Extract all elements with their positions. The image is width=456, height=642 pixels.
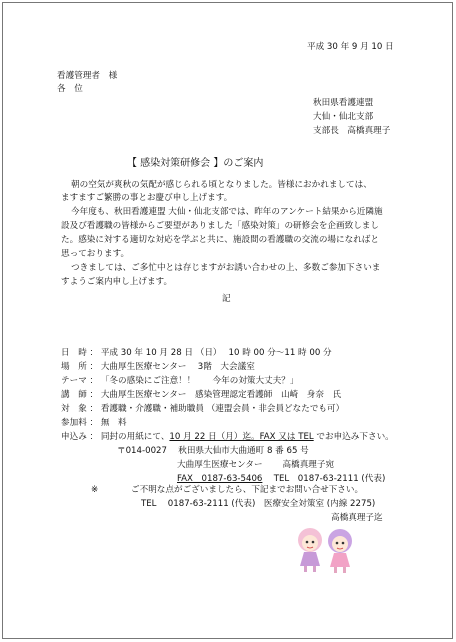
detail-fee: 参加料 ： 無 料	[61, 418, 127, 428]
sender-line-1: 秋田県看護連盟	[313, 98, 374, 108]
body-line: た。感染に対する適切な対応を学ぶと共に、施設間の看護職の交流の場になればと	[61, 235, 379, 245]
detail-lecturer: 講 師 ： 大曲厚生医療センター 感染管理認定看護師 山崎 身奈 氏	[61, 390, 342, 400]
fax-tel-line	[177, 474, 385, 485]
contact-line-2: TEL 0187-63-2111 (代表) 医療安全対策室 (内線 2275)	[141, 499, 376, 509]
contact-line-1: ご不明な点がございましたら、下記までお問い合せ下さい。	[131, 485, 364, 495]
reference-mark: ※	[91, 485, 99, 495]
document-page	[2, 2, 453, 639]
body-line: ますますご繁勝の事とお慶び申し上げます。	[61, 193, 233, 203]
nurse-mascot-illustration	[292, 522, 362, 578]
apply-prefix: 申込み ： 同封の用紙にて、	[61, 432, 170, 442]
detail-place: 場 所 ： 大曲厚生医療センター 3階 大会議室	[61, 362, 255, 372]
body-line: すようご案内申し上げます。	[61, 277, 173, 287]
body-line: つきましては、ご多忙中とは存じますがお誘い合わせの上、多数ご参加下さいま	[71, 263, 381, 273]
detail-date: 日 時 ： 平成 30 年 10 月 28 日 （日） 10 時 00 分～11 時 00 分	[61, 348, 332, 358]
detail-target: 対 象 ： 看護職・介護職・補助職員 （連盟会員・非会員どなたでも可）	[61, 404, 345, 414]
document-title: 【 感染対策研修会 】のご案内	[127, 158, 264, 169]
body-line: 今年度も、秋田看護連盟 大仙・仙北支部では、昨年のアンケート結果から近隣施	[71, 207, 383, 217]
body-line: 朝の空気が爽秋の気配が感じられる頃となりました。皆様におかれましては、	[71, 180, 372, 190]
apply-deadline: 10 月 22 日（月）迄。FAX 又は TEL	[169, 432, 314, 442]
ki-heading: 記	[222, 294, 231, 304]
apply-suffix: でお申込み下さい。	[313, 432, 394, 442]
tel-number: TEL 0187-63-2111 (代表)	[262, 474, 386, 484]
addressee: 大曲厚生医療センター 高橋真理子宛	[177, 460, 335, 470]
recipient-line-2: 各 位	[57, 84, 83, 94]
sender-line-3: 支部長 高橋真理子	[313, 126, 391, 136]
recipient-line-1: 看護管理者 様	[57, 71, 118, 81]
postal-address: 〒014-0027 秋田県大仙市大曲通町 8 番 65 号	[117, 446, 309, 456]
fax-number: FAX 0187-63-5406	[177, 474, 263, 484]
body-line: 設及び看護職の皆様からご要望がありました「感染対策」の研修会を企画致しまし	[61, 221, 379, 231]
sender-line-2: 大仙・仙北支部	[313, 112, 374, 122]
detail-theme: テーマ ： 「冬の感染にご注意！！ 今年の対策大丈夫？」	[61, 376, 299, 386]
detail-apply	[61, 432, 394, 443]
document-date: 平成 30 年 9 月 10 日	[307, 42, 394, 52]
body-line: 思っております。	[61, 249, 130, 259]
contact-line-3: 高橋真理子迄	[331, 513, 383, 523]
